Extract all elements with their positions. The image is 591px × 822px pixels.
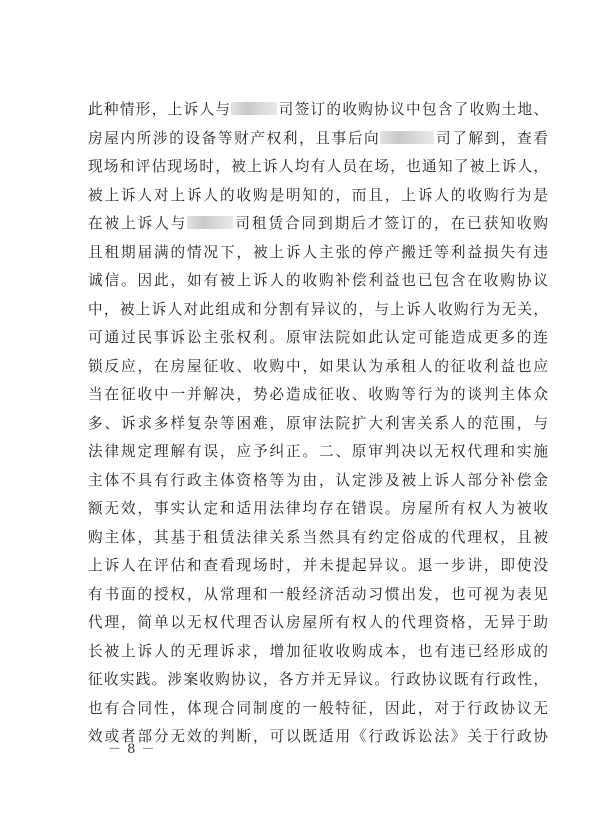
text-line-17: 上诉人在评估和查看现场时，并未提起异议。退一步讲，即使没 (88, 557, 548, 574)
text-line-11: 当在征收中一并解决，势必造成征收、收购等行为的谈判主体众 (88, 386, 548, 403)
text-line-21: 征收实践。涉案收购协议，各方并无异议。行政协议既有行政性， (88, 671, 548, 688)
text-line-8: 中，被上诉人对此组成和分割有异议的，与上诉人收购行为无关， (88, 300, 548, 318)
body-text (88, 96, 548, 752)
text-line-2: 房屋内所涉的设备等财产权利，且事后向 司了解到，查看 (88, 129, 548, 147)
text-line-10: 锁反应，在房屋征收、收购中，如果认为承租人的征收利益也应 (88, 357, 548, 375)
redaction-mark (231, 102, 277, 115)
text-line-15: 额无效，事实认定和适用法律均存在错误。房屋所有权人为被收 (88, 500, 548, 517)
text-line-1: 此种情形，上诉人与 司签订的收购协议中包含了收购土地、 (88, 101, 548, 118)
text-line-7: 诚信。因此，如有被上诉人的收购补偿利益也已包含在收购协议 (88, 272, 548, 289)
redaction-mark (187, 216, 233, 229)
page-number: － 8 － (108, 742, 156, 757)
text-line-3: 现场和评估现场时，被上诉人均有人员在场，也通知了被上诉人， (88, 158, 548, 175)
text-line-14: 主体不具有行政主体资格等为由，认定涉及被上诉人部分补偿金 (88, 471, 548, 489)
text-line-19: 代理，简单以无权代理否认房屋所有权人的代理资格，无异于助 (88, 614, 548, 631)
text-line-23: 效或者部分无效的判断，可以既适用《行政诉讼法》关于行政协 (88, 728, 548, 745)
text-line-4: 被上诉人对上诉人的收购是明知的，而且，上诉人的收购行为是 (88, 186, 548, 204)
redaction-mark (380, 131, 434, 144)
text-line-6: 且租期届满的情况下，被上诉人主张的停产搬迁等利益损失有违 (88, 243, 548, 261)
text-line-9: 可通过民事诉讼主张权利。原审法院如此认定可能造成更多的连 (88, 329, 548, 346)
text-line-13: 法律规定理解有误，应予纠正。二、原审判决以无权代理和实施 (88, 443, 548, 460)
text-line-18: 有书面的授权，从常理和一般经济活动习惯出发，也可视为表见 (88, 585, 548, 603)
text-line-12: 多、诉求多样复杂等困难，原审法院扩大利害关系人的范围，与 (88, 414, 548, 432)
text-line-16: 购主体，其基于租赁法律关系当然具有约定俗成的代理权，且被 (88, 528, 548, 546)
text-line-5: 在被上诉人与 司租赁合同到期后才签订的，在已获知收购 (88, 215, 548, 232)
text-line-22: 也有合同性，体现合同制度的一般特征，因此，对于行政协议无 (88, 699, 548, 717)
text-line-20: 长被上诉人的无理诉求，增加征收收购成本，也有违已经形成的 (88, 642, 548, 660)
